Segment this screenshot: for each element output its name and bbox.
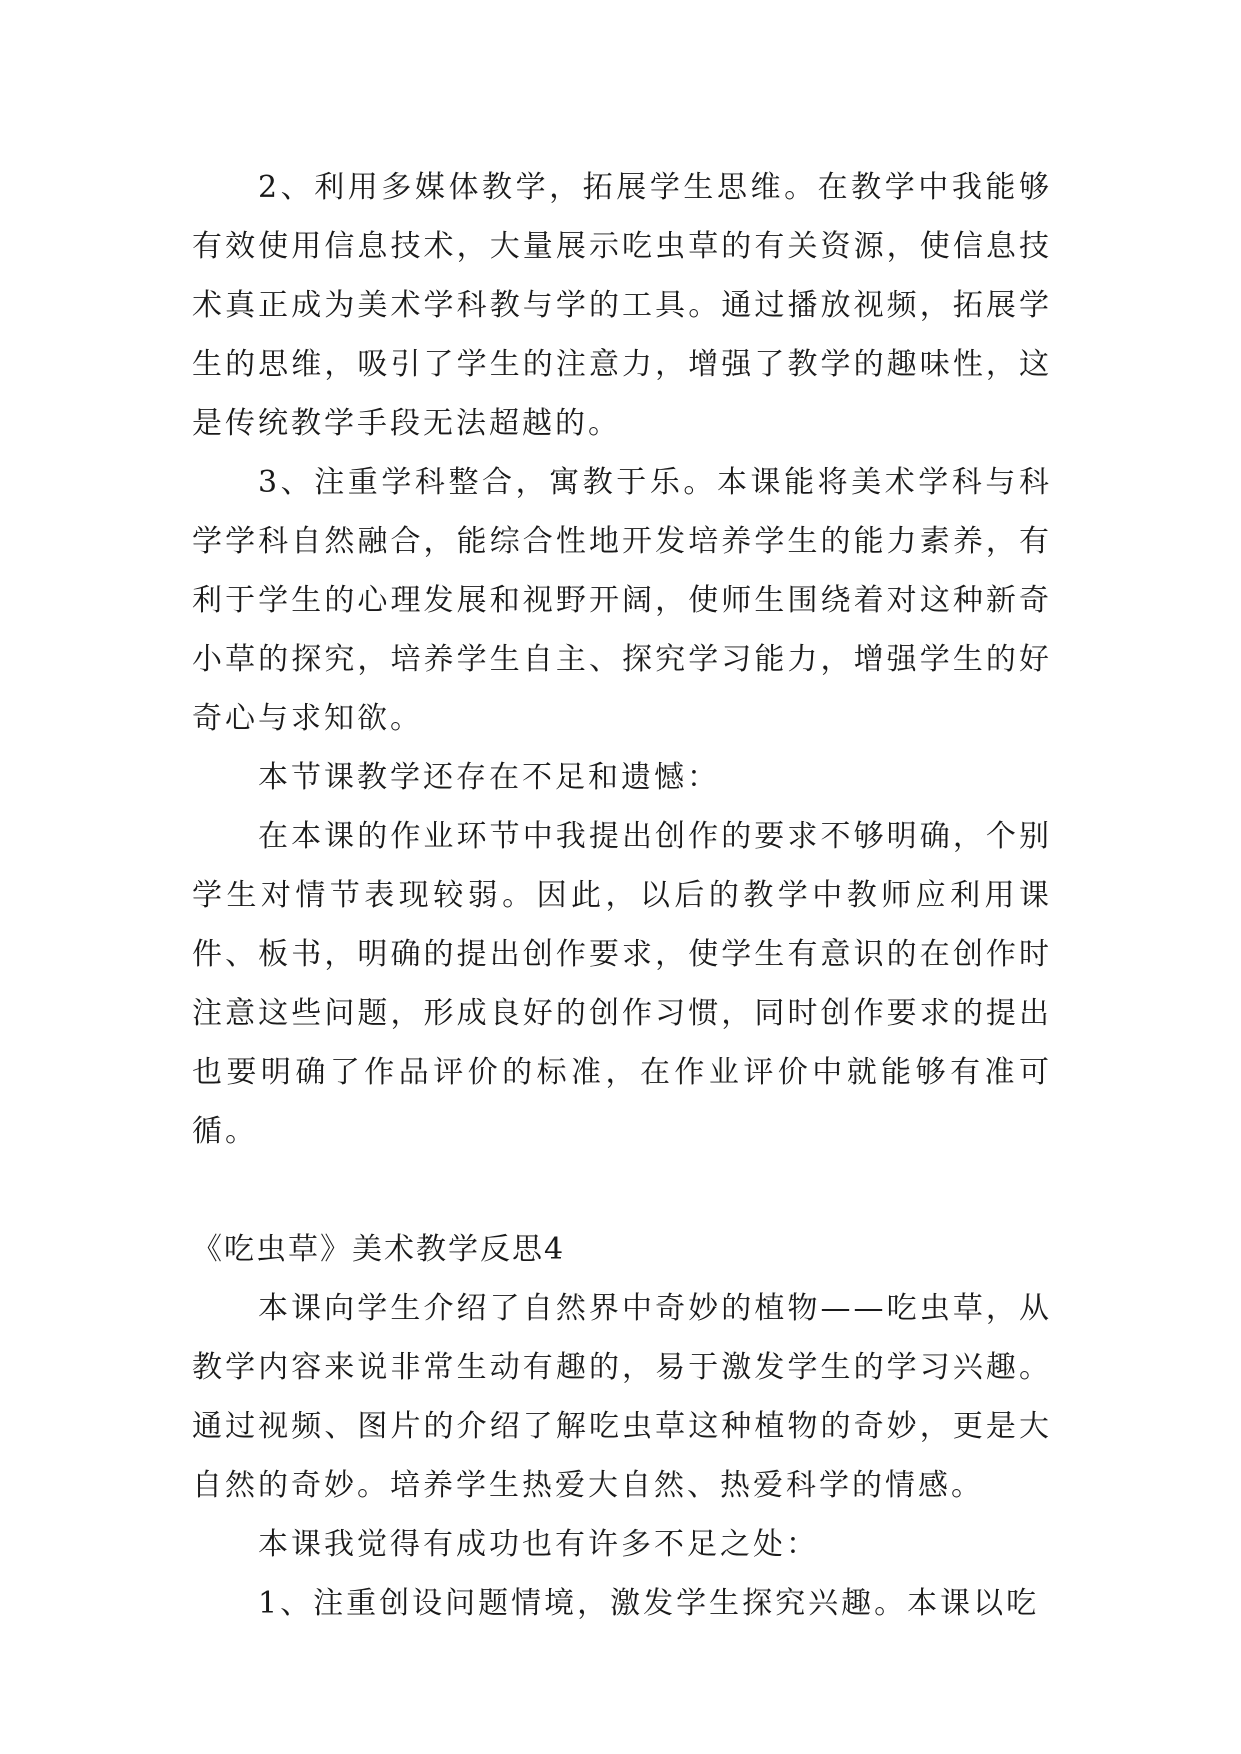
paragraph-subject-integration: 3、注重学科整合，寓教于乐。本课能将美术学科与科学学科自然融合，能综合性地开发培养学生的能力素养，有利于学生的心理发展和视野开阔，使师生围绕着对这种新奇小草的探究，培养学生自主、探究学习能力，增强学生的好奇心与求知欲。: [192, 465, 1052, 736]
paragraph-success-and-shortcomings: 本课我觉得有成功也有许多不足之处：: [258, 1527, 819, 1562]
paragraph-problem-situation: 1、注重创设问题情境，激发学生探究兴趣。本课以吃: [258, 1586, 1040, 1621]
section-title: 《吃虫草》美术教学反思4: [192, 1232, 566, 1267]
paragraph-shortcomings-detail: 在本课的作业环节中我提出创作的要求不够明确，个别学生对情节表现较弱。因此，以后的教学中教师应利用课件、板书，明确的提出创作要求，使学生有意识的在创作时注意这些问题，形成良好的创作习惯，同时创作要求的提出也要明确了作品评价的标准，在作业评价中就能够有准可循。: [192, 819, 1052, 1149]
paragraph-multimedia-teaching: 2、利用多媒体教学，拓展学生思维。在教学中我能够有效使用信息技术，大量展示吃虫草的有关资源，使信息技术真正成为美术学科教与学的工具。通过播放视频，拓展学生的思维，吸引了学生的注意力，增强了教学的趣味性，这是传统教学手段无法超越的。: [192, 170, 1052, 441]
document-body: [192, 158, 1052, 1633]
paragraph-shortcomings-intro: 本节课教学还存在不足和遗憾：: [258, 760, 720, 795]
paragraph-lesson-intro: 本课向学生介绍了自然界中奇妙的植物——吃虫草，从教学内容来说非常生动有趣的，易于激发学生的学习兴趣。通过视频、图片的介绍了解吃虫草这种植物的奇妙，更是大自然的奇妙。培养学生热爱大自然、热爱科学的情感。: [192, 1291, 1052, 1503]
